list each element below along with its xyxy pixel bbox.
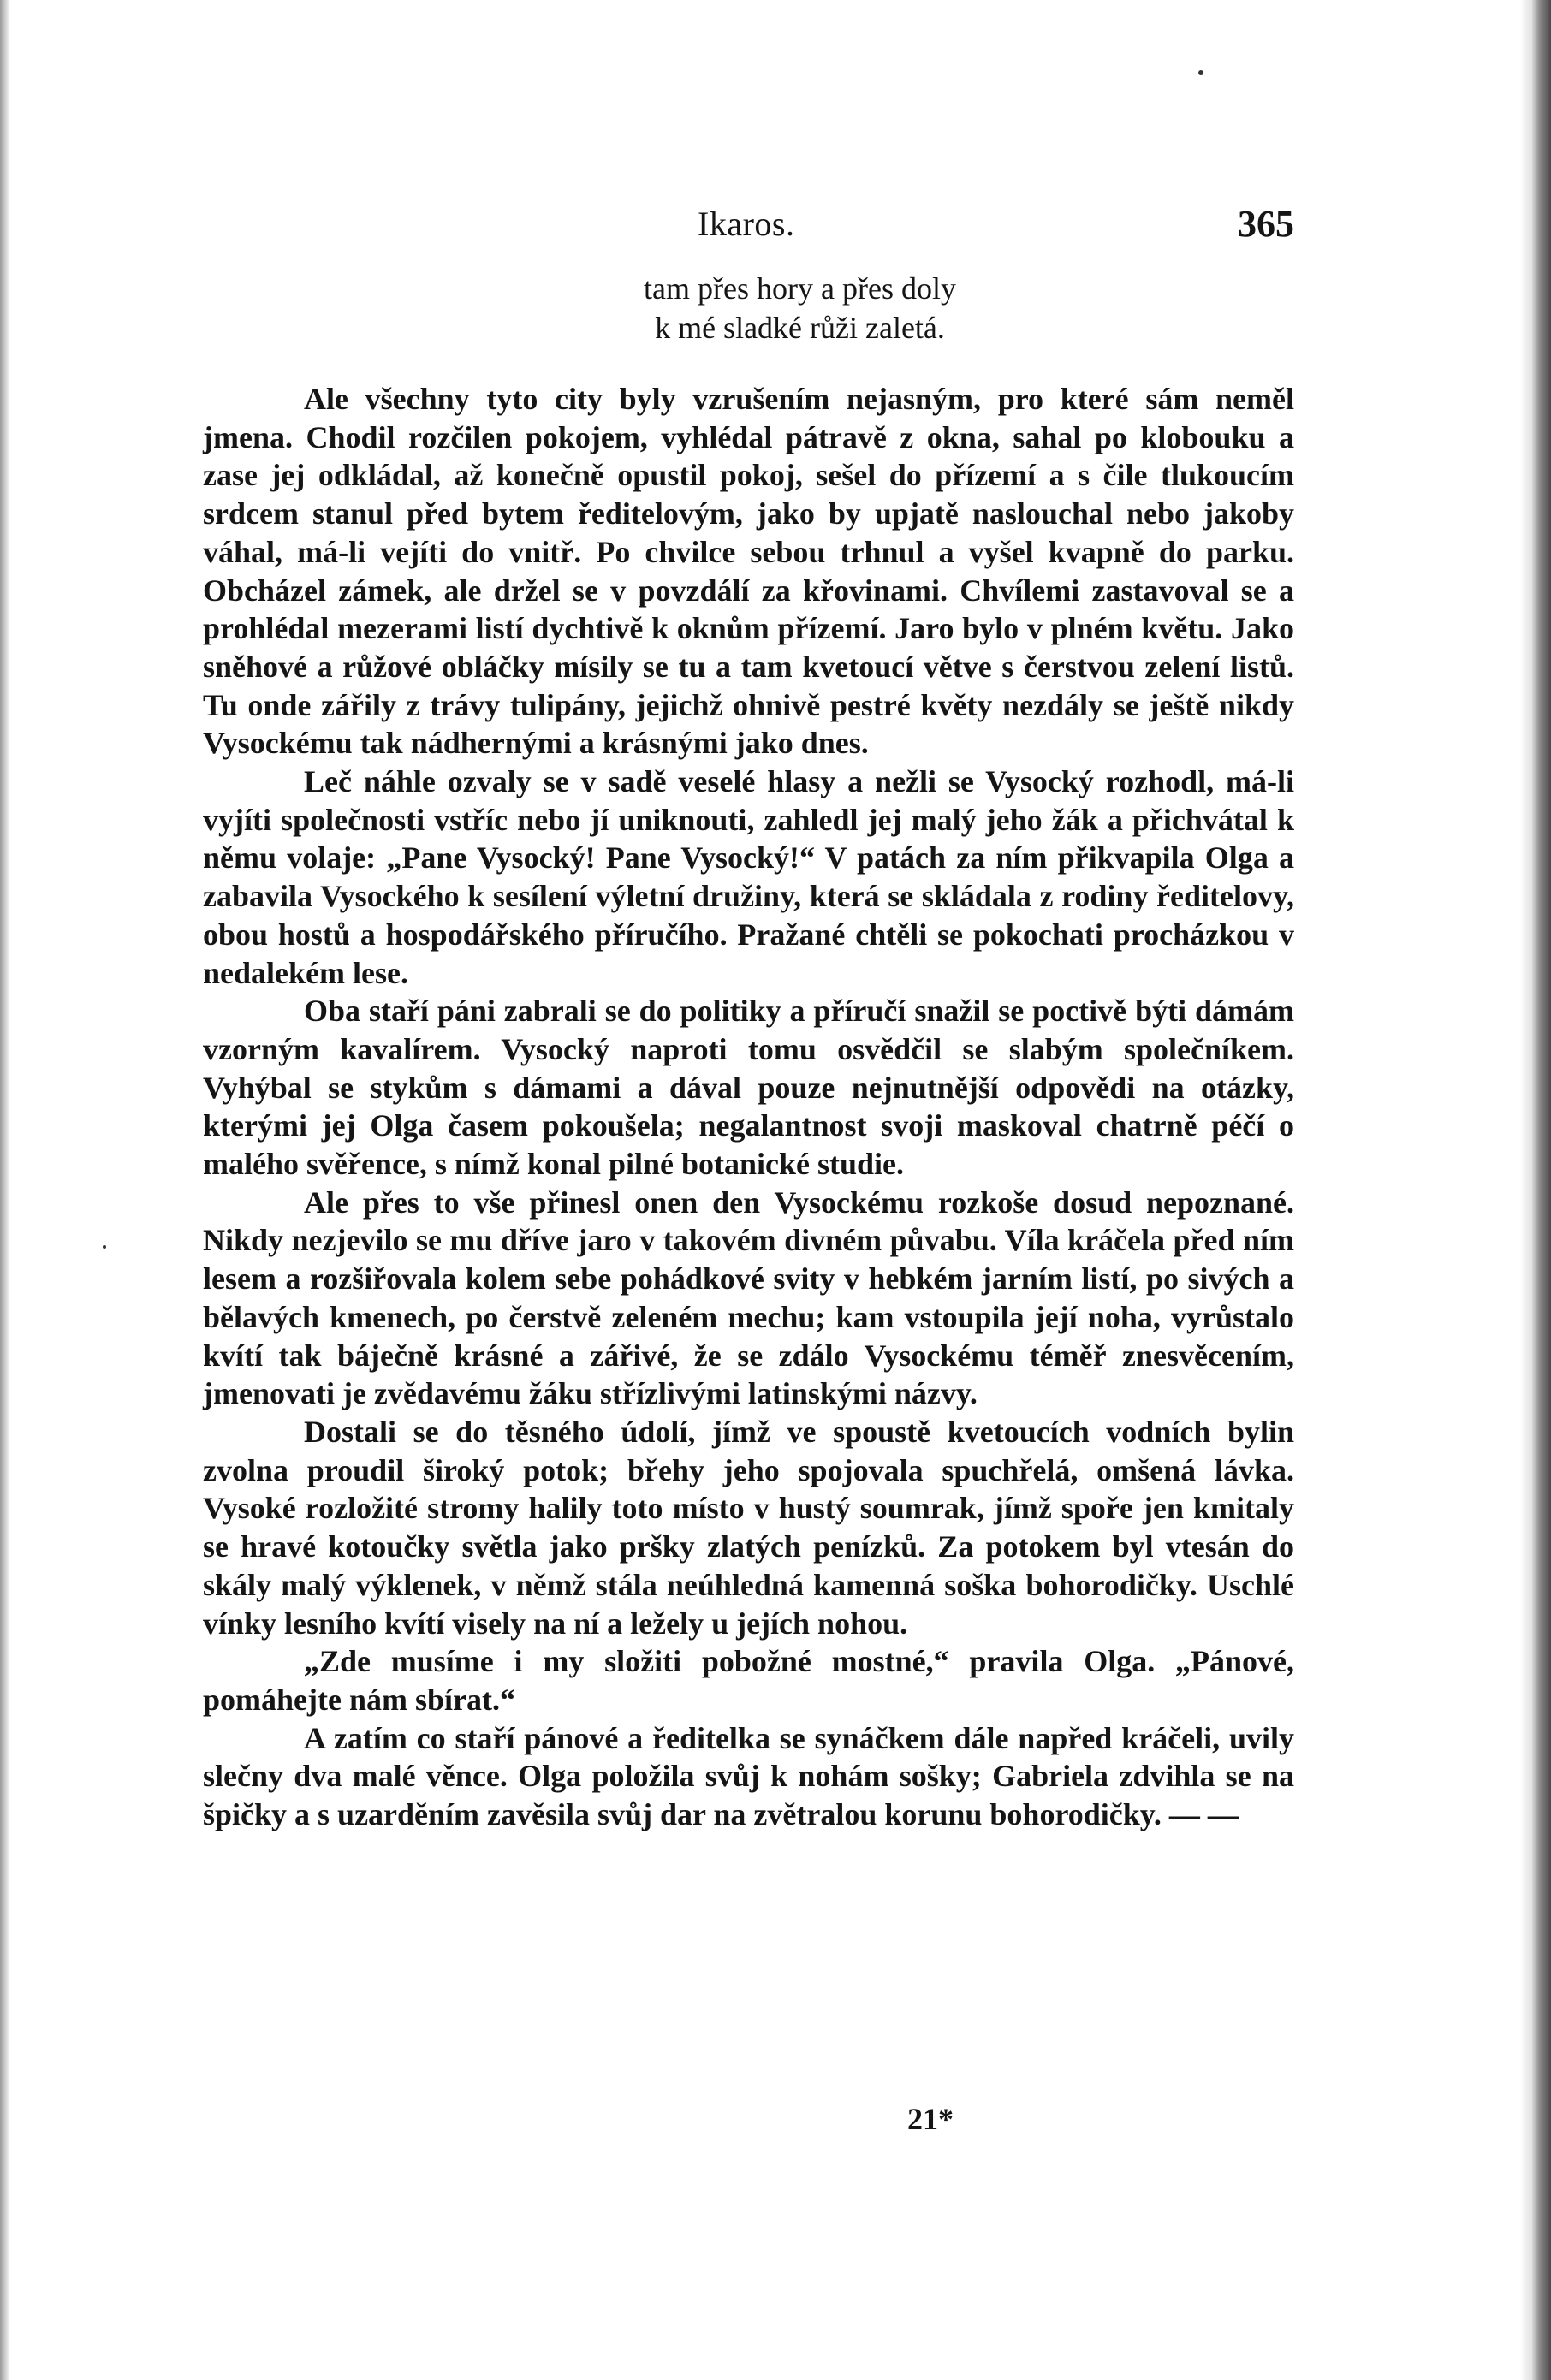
scan-left-edge: [0, 0, 10, 2380]
book-page: [203, 197, 1294, 1834]
scan-right-edge: [1532, 0, 1551, 2380]
paragraph: Leč náhle ozvaly se v sadě veselé hlasy a nežli se Vysocký rozhodl, má-li vyjíti společnosti vstříc nebo jí uniknouti, zahledl jej malý jeho žák a přichvátal k němu volaje: „Pane Vysocký! Pane Vysocký!“ V patách za ním přikvapila Olga a zabavila Vysockého k sesílení výletní družiny, která se skládala z rodiny ředitelovy, obou hostů a hospodářského příručího. Pražané chtěli se pokochati procházkou v nedalekém lese.: [203, 764, 1294, 990]
verse-block: [203, 269, 1294, 347]
paragraph: Ale přes to vše přinesl onen den Vysockému rozkoše dosud nepoznané. Nikdy nezjevilo se mu dříve jaro v takovém divném půvabu. Víla kráčela před ním lesem a rozšiřovala kolem sebe pohádkové svity v hebkém jarním listí, po sivých a bělavých kmenech, po čerstvě zeleném mechu; kam vstoupila její noha, vyrůstalo kvítí tak báječně krásné a zářivé, že se zdálo Vysockému téměř znesvěcením, jmenovati je zvědavému žáku střízlivými latinskými názvy.: [203, 1184, 1294, 1411]
dust-speck: [103, 1245, 106, 1249]
verse-line: tam přes hory a přes doly: [644, 271, 956, 306]
running-head: [203, 197, 1294, 257]
verse-line: k mé sladké růži zaletá.: [655, 311, 945, 345]
paragraph: „Zde musíme i my složiti pobožné mostné,“ pravila Olga. „Pánové, pomáhejte nám sbírat.“: [203, 1644, 1294, 1717]
body-text: [203, 380, 1294, 1834]
dust-speck: [1198, 70, 1203, 75]
paragraph: Dostali se do těsného údolí, jímž ve spoustě kvetoucích vodních bylin zvolna proudil široký potok; břehy jeho spojovala spuchřelá, omšená lávka. Vysoké rozložité stromy halily toto místo v hustý soumrak, jímž spoře jen kmitaly se hravé kotoučky světla jako pršky zlatých penízků. Za potokem byl vtesán do skály malý výklenek, v němž stála neúhledná kamenná soška bohorodičky. Uschlé vínky lesního kvítí visely na ní a ležely u jejích nohou.: [203, 1414, 1294, 1641]
printer-signature-mark: 21*: [907, 2102, 954, 2136]
paragraph: A zatím co staří pánové a ředitelka se synáčkem dále napřed kráčeli, uvily slečny dva malé věnce. Olga položila svůj k nohám sošky; Gabriela zdvihla se na špičky a s uzarděním zavěsila svůj dar na zvětralou korunu bohorodičky. — —: [203, 1720, 1294, 1832]
page-number: 365: [1238, 203, 1294, 245]
paragraph: Oba staří páni zabrali se do politiky a příručí snažil se poctivě býti dámám vzorným kavalírem. Vysocký naproti tomu osvědčil se slabým společníkem. Vyhýbal se stykům s dámami a dával pouze nejnutnější odpovědi na otázky, kterými jej Olga časem pokoušela; negalantnost svoji maskoval chatrně péčí o malého svěřence, s nímž konal pilné botanické studie.: [203, 994, 1294, 1182]
paragraph: Ale všechny tyto city byly vzrušením nejasným, pro které sám neměl jmena. Chodil rozčilen pokojem, vyhlédal pátravě z okna, sahal po klobouku a zase jej odkládal, až konečně opustil pokoj, sešel do přízemí a s čile tlukoucím srdcem stanul před bytem ředitelovým, jako by upjatě naslouchal nebo jakoby váhal, má-li vejíti do vnitř. Po chvilce sebou trhnul a vyšel kvapně do parku. Obcházel zámek, ale držel se v povzdálí za křovinami. Chvílemi zastavoval se a prohlédal mezerami listí dychtivě k oknům přízemí. Jaro bylo v plném květu. Jako sněhové a růžové obláčky mísily se tu a tam kvetoucí větve s čerstvou zelení listů. Tu onde zářily z trávy tulipány, jejichž ohnivě pestré květy nezdály se ještě nikdy Vysockému tak nádhernými a krásnými jako dnes.: [203, 382, 1294, 761]
running-title: Ikaros.: [698, 205, 795, 243]
